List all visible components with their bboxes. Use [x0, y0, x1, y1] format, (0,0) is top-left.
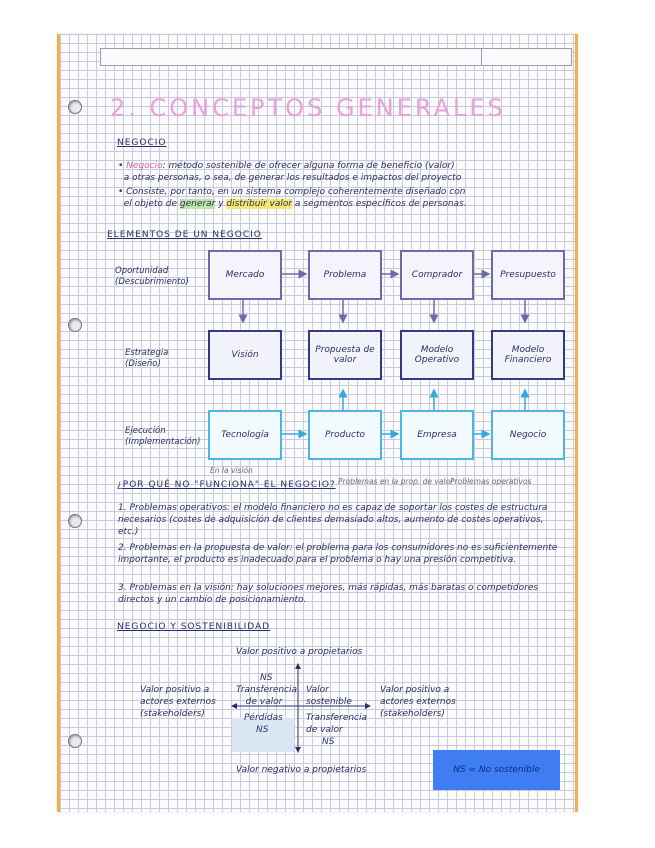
box-problema: Problema	[308, 250, 382, 300]
box-comprador: Comprador	[400, 250, 474, 300]
negocio-bullet-1: • Negocio: método sostenible de ofrecer alguna forma de beneficio (valor) a otras personas, o sea, de generar los resultados e impactos del proyecto	[118, 161, 462, 183]
quadrant-br: Transferencia de valor	[306, 713, 368, 735]
negocio-bullet2-c: y	[215, 199, 227, 209]
quadrant-tl: Transferencia de valor	[236, 685, 298, 707]
funciona-item-1: 1. Problemas operativos: el modelo financiero no es capaz de soportar los costes de estructura necesarios (costes de adquisición de clientes demasiado altos, aumento de costes operativos, etc.)	[118, 503, 548, 537]
section-heading-funciona: ¿POR QUÉ NO "FUNCIONA" EL NEGOCIO?	[117, 480, 336, 490]
funciona-item-2: 2. Problemas en la propuesta de valor: el problema para los consumidores no es suficientemente importante, el producto es inadecuado para el problema o hay una presión competitiva.	[118, 543, 558, 565]
box-mercado: Mercado	[208, 250, 282, 300]
box-producto: Producto	[308, 410, 382, 460]
box-presupuesto: Presupuesto	[491, 250, 565, 300]
row-label-estrategia: Estrategia (Diseño)	[125, 348, 169, 369]
negocio-bullet-2: • Consiste, por tanto, en un sistema complejo coherentemente diseñado con el objeto de generar y distribuir valor a segmentos específicos de personas.	[118, 187, 467, 209]
box-vision: Visión	[208, 330, 282, 380]
negocio-term: Negocio	[126, 161, 163, 171]
quadrant-bl-ns: NS	[256, 725, 269, 735]
quadrant-bl: Pérdidas	[244, 713, 283, 723]
axis-left-label: Valor positivo a actores externos (stakeholders)	[140, 685, 216, 719]
row-label-oportunidad: Oportunidad (Descubrimiento)	[115, 266, 189, 287]
tag-en-la-vision: En la visión	[210, 466, 253, 475]
box-tecnologia: Tecnología	[208, 410, 282, 460]
negocio-bullet2-line1: Consiste, por tanto, en un sistema complejo coherentemente diseñado con	[126, 187, 466, 197]
axis-top-label: Valor positivo a propietarios	[236, 647, 363, 657]
tag-problemas-propuesta: Problemas en la prop. de valor	[338, 477, 454, 486]
section-heading-sostenibilidad: NEGOCIO Y SOSTENIBILIDAD	[117, 622, 271, 632]
funciona-item-3: 3. Problemas en la visión: hay soluciones mejores, más rápidas, más baratas o competidores directos y un cambio de posicionamiento.	[118, 583, 539, 605]
quadrant-tr: Valor sostenible	[306, 685, 352, 707]
negocio-bullet2-e: a segmentos específicos de personas.	[292, 199, 467, 209]
box-propuesta-de-valor: Propuesta de valor	[308, 330, 382, 380]
tag-problemas-operativos: Problemas operativos	[450, 477, 532, 486]
notebook-page	[57, 34, 578, 812]
box-empresa: Empresa	[400, 410, 474, 460]
sticky-note: NS = No sostenible	[433, 750, 560, 790]
row-label-ejecucion: Ejecución (Implementación)	[125, 426, 201, 447]
box-negocio: Negocio	[491, 410, 565, 460]
section-heading-negocio: NEGOCIO	[117, 138, 167, 148]
axis-bottom-label: Valor negativo a propietarios	[236, 765, 367, 775]
box-modelo-operativo: Modelo Operativo	[400, 330, 474, 380]
axis-right-label: Valor positivo a actores externos (stakeholders)	[380, 685, 456, 719]
negocio-highlight-generar: generar	[179, 199, 216, 209]
negocio-highlight-distribuir: distribuir valor	[226, 199, 293, 209]
negocio-bullet2-a: el objeto de	[123, 199, 180, 209]
page-title: 2. CONCEPTOS GENERALES	[110, 94, 506, 122]
negocio-def-line1: : método sostenible de ofrecer alguna forma de beneficio (valor)	[162, 161, 455, 171]
quadrant-br-ns: NS	[322, 737, 335, 747]
section-heading-elementos: ELEMENTOS DE UN NEGOCIO	[107, 230, 262, 240]
box-modelo-financiero: Modelo Financiero	[491, 330, 565, 380]
negocio-def-line2: a otras personas, o sea, de generar los resultados e impactos del proyecto	[123, 173, 462, 183]
quadrant-tl-ns: NS	[260, 673, 273, 683]
